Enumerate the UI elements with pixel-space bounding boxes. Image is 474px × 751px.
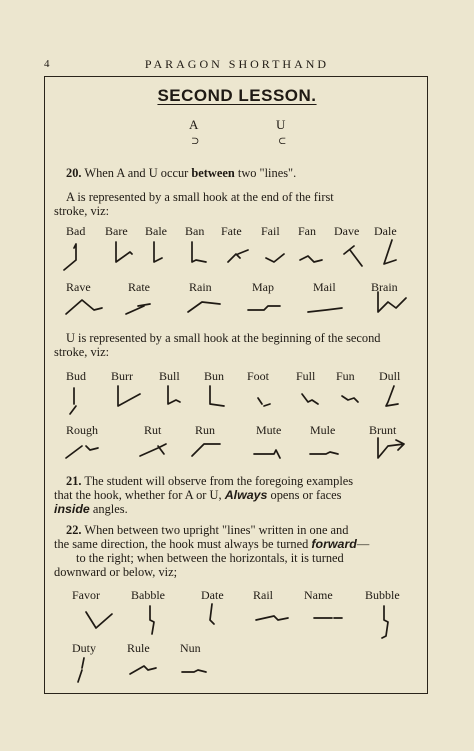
- section-20-a-line1: A is represented by a small hook at the end of the first: [66, 190, 334, 204]
- shorthand-foot-glyph: [254, 390, 284, 414]
- shorthand-bun-glyph: [204, 384, 234, 414]
- section-21-line1: [66, 474, 426, 489]
- shorthand-brain-glyph: [372, 290, 416, 318]
- word-dave: Dave: [334, 224, 360, 238]
- section-21-line3-emphasis: inside: [54, 502, 90, 516]
- shorthand-dale-glyph: [374, 236, 404, 270]
- word-map: Map: [252, 280, 274, 294]
- word-bare: Bare: [105, 224, 128, 238]
- shorthand-rough-glyph: [64, 436, 108, 462]
- word-nun: Nun: [180, 641, 201, 655]
- word-rail: Rail: [253, 588, 273, 602]
- shorthand-fan-glyph: [296, 240, 326, 270]
- section-21-line2-post: opens or faces: [270, 488, 342, 502]
- shorthand-favor-glyph: [84, 606, 118, 636]
- word-run: Run: [195, 423, 216, 437]
- section-22-line2-post: —: [356, 537, 370, 551]
- shorthand-date-glyph: [200, 602, 226, 632]
- section-20-u-line2: stroke, viz:: [54, 345, 110, 359]
- shorthand-bud-glyph: [64, 384, 94, 418]
- section-21-line3-post: angles.: [92, 502, 128, 516]
- page-number: 4: [44, 58, 50, 70]
- shorthand-nun-glyph: [180, 664, 216, 680]
- running-head: PARAGON SHORTHAND: [144, 57, 330, 71]
- shorthand-ban-glyph: [184, 240, 214, 270]
- shorthand-babble-glyph: [140, 604, 166, 640]
- section-22-line2-pre: the same direction, the hook must always be turned: [54, 537, 309, 551]
- word-bud: Bud: [66, 369, 87, 383]
- vowel-a-label: A: [189, 117, 199, 132]
- vowel-u-sign: ⊂: [278, 136, 287, 147]
- section-21-line2-emphasis: Always: [224, 488, 268, 502]
- word-mail: Mail: [313, 280, 336, 294]
- section-22-line2-emphasis: forward: [311, 537, 357, 551]
- section-21-line3: [54, 502, 128, 517]
- shorthand-mute-glyph: [250, 444, 294, 462]
- section-22-line1-text: When between two upright "lines" written in one and: [84, 523, 349, 537]
- shorthand-dull-glyph: [378, 384, 408, 414]
- word-fate: Fate: [221, 224, 242, 238]
- word-bull: Bull: [159, 369, 180, 383]
- shorthand-mail-glyph: [306, 298, 350, 318]
- word-fun: Fun: [336, 369, 355, 383]
- word-brunt: Brunt: [369, 423, 397, 437]
- word-rain: Rain: [189, 280, 212, 294]
- section-20-heading: [66, 166, 406, 181]
- word-mute: Mute: [256, 423, 282, 437]
- word-dull: Dull: [379, 369, 401, 383]
- section-22-line3: to the right; when between the horizontals, it is turned: [76, 551, 344, 565]
- word-babble: Babble: [131, 588, 165, 602]
- section-20-number: 20.: [66, 166, 82, 180]
- section-20-text-bold: between: [191, 166, 235, 180]
- word-name: Name: [304, 588, 333, 602]
- shorthand-map-glyph: [246, 296, 290, 316]
- word-ban: Ban: [185, 224, 205, 238]
- word-foot: Foot: [247, 369, 270, 383]
- word-rate: Rate: [128, 280, 150, 294]
- shorthand-full-glyph: [298, 388, 328, 412]
- shorthand-rate-glyph: [124, 294, 168, 318]
- shorthand-dave-glyph: [336, 236, 368, 270]
- section-20-text-pre: When A and U occur: [84, 166, 189, 180]
- section-22-line4: downward or below, viz;: [54, 565, 178, 579]
- shorthand-bubble-glyph: [372, 604, 402, 644]
- section-20-a-line2: stroke, viz:: [54, 204, 110, 218]
- word-date: Date: [201, 588, 224, 602]
- lesson-title: SECOND LESSON.: [157, 86, 317, 105]
- word-bale: Bale: [145, 224, 167, 238]
- word-burr: Burr: [111, 369, 133, 383]
- shorthand-rail-glyph: [254, 608, 294, 628]
- word-bubble: Bubble: [365, 588, 400, 602]
- section-22-line2: [54, 537, 428, 552]
- section-21-line1-text: The student will observe from the foregoing examples: [84, 474, 354, 488]
- shorthand-brunt-glyph: [372, 434, 416, 464]
- word-brain: Brain: [371, 280, 398, 294]
- vowel-u-label: U: [276, 117, 286, 132]
- section-21-line2: [54, 488, 426, 503]
- shorthand-rut-glyph: [138, 438, 182, 462]
- word-dale: Dale: [374, 224, 397, 238]
- section-21-number: 21.: [66, 474, 82, 488]
- word-favor: Favor: [72, 588, 100, 602]
- word-fail: Fail: [261, 224, 280, 238]
- shorthand-rave-glyph: [64, 294, 108, 318]
- shorthand-run-glyph: [190, 436, 234, 462]
- shorthand-duty-glyph: [72, 656, 96, 686]
- shorthand-burr-glyph: [112, 384, 148, 414]
- shorthand-bale-glyph: [144, 240, 174, 270]
- word-bad: Bad: [66, 224, 86, 238]
- shorthand-name-glyph: [310, 610, 350, 626]
- word-bun: Bun: [204, 369, 225, 383]
- word-full: Full: [296, 369, 316, 383]
- shorthand-rule-glyph: [128, 660, 164, 680]
- shorthand-mule-glyph: [306, 444, 350, 462]
- word-rave: Rave: [66, 280, 91, 294]
- shorthand-bad-glyph: [60, 242, 90, 272]
- shorthand-fun-glyph: [338, 388, 368, 412]
- word-rule: Rule: [127, 641, 150, 655]
- section-20-u-line1: U is represented by a small hook at the beginning of the second: [66, 331, 381, 345]
- word-mule: Mule: [310, 423, 336, 437]
- shorthand-bare-glyph: [108, 240, 138, 270]
- section-21-line2-pre: that the hook, whether for A or U,: [54, 488, 222, 502]
- shorthand-rain-glyph: [186, 292, 230, 316]
- word-duty: Duty: [72, 641, 96, 655]
- vowel-a-sign: ⊃: [191, 136, 200, 147]
- shorthand-fail-glyph: [262, 240, 292, 270]
- word-rut: Rut: [144, 423, 162, 437]
- word-rough: Rough: [66, 423, 99, 437]
- section-22-line1: [66, 523, 428, 538]
- section-22-number: 22.: [66, 523, 82, 537]
- shorthand-bull-glyph: [160, 384, 190, 414]
- shorthand-fate-glyph: [224, 240, 254, 270]
- section-20-text-post: two "lines".: [237, 166, 297, 180]
- word-fan: Fan: [298, 224, 316, 238]
